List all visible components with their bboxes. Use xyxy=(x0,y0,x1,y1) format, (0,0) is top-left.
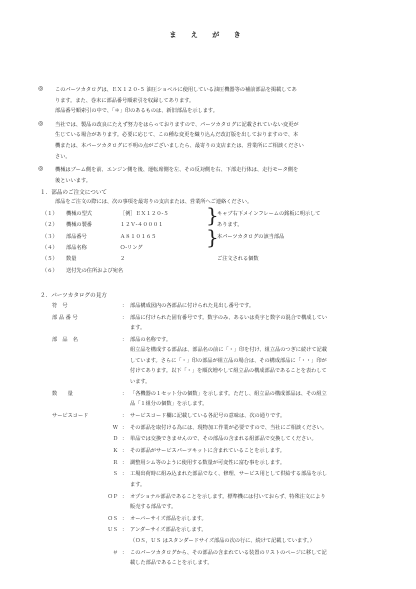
guide-line: オーバーサイズ部品を示します。 xyxy=(130,515,207,522)
order-row-label: 部品番号 xyxy=(66,233,87,240)
intro-line: このパーツカタログは、ＥＸ１２０-５ 油圧ショベルに使用している油圧機器等の補前部品を掲載してあ xyxy=(55,87,297,93)
guide-line: います。 xyxy=(130,378,151,385)
intro-line: 機または、本パーツカタログに不明の点がございましたら、最寄りの支店または、営業所にご相談ください xyxy=(55,143,304,149)
guide-key: Ｓ xyxy=(112,471,118,478)
guide-line: 組立品を構成する部品は、部品名の前に「・」印を付け、組立品のつぎに続けて記載 xyxy=(130,347,327,354)
guide-colon: ： xyxy=(122,412,128,419)
order-row-label: 数量 xyxy=(66,256,77,263)
order-row-number: （３） xyxy=(42,233,58,240)
guide-colon: ： xyxy=(122,390,128,397)
bullet-mark: ◎ xyxy=(38,119,44,127)
guide-line: オプショナル部品であることを示します。標準機には付いておらず、特殊注文により xyxy=(130,493,326,500)
brace: } xyxy=(206,203,219,227)
order-row-number: （１） xyxy=(42,211,58,217)
guide-key: ＵＳ xyxy=(107,527,118,534)
note-nameplate: あります。 xyxy=(217,222,243,228)
bullet-mark: ◎ xyxy=(38,85,44,92)
order-row-label: 部品名称 xyxy=(66,244,87,251)
guide-colon: ： xyxy=(122,314,128,321)
guide-key: ＯＰ xyxy=(107,493,118,500)
guide-line: ます。 xyxy=(130,325,146,332)
intro-line: 後といいます。 xyxy=(55,177,91,184)
guide-line: 工場出荷時に組み込まれた部品でなく、修理、サービス用として供給する部品を示し xyxy=(130,471,328,478)
guide-key: ＯＳ xyxy=(107,515,118,522)
bullet-mark: ◎ xyxy=(38,165,44,173)
guide-line: しています。さらに「・」印の部品が組立品の場合は、その構成部品に「・・」印が xyxy=(130,357,327,364)
guide-colon: ： xyxy=(122,493,128,500)
guide-key: サービスコード xyxy=(52,412,89,419)
guide-colon: ： xyxy=(122,447,128,454)
order-row-value: １２Ｖ-４０００１ xyxy=(120,222,164,229)
intro-line: 部品番号順索引の中で、「＊」印のあるものは、新旧部品を示します。 xyxy=(55,108,218,115)
guide-colon: ： xyxy=(122,336,128,343)
intro-line: さい。 xyxy=(55,153,71,160)
guide-key: Ｄ xyxy=(112,436,118,443)
order-row-label: 機械の製番 xyxy=(66,222,92,229)
note-part: 本パーツカタログの該当部品 xyxy=(217,234,285,240)
guide-colon: ： xyxy=(122,527,128,534)
guide-line: 載した部品であることを示します。 xyxy=(130,560,213,567)
guide-line: 部品の名称です。 xyxy=(130,336,172,343)
guide-line: アンダーサイズ部品を示します。 xyxy=(130,527,207,534)
section-heading: ２．パーツカタログの見方 xyxy=(40,293,107,299)
guide-colon: ： xyxy=(122,436,128,443)
guide-line: 部品構成図内の各部品に付けられた見出し番号です。 xyxy=(130,303,255,309)
guide-colon: ： xyxy=(122,549,128,556)
intro-line: 機械はブーム側を前、エンジン側を後、運転席側を左、その反対側を右、下部走行体は、走行モータ側を xyxy=(55,167,299,174)
intro-line: 生じている場合があります。必要に応じて、この種な変更を織り込んだ改訂版を出しておりますので、本 xyxy=(55,132,299,139)
guide-key: Ｗ xyxy=(112,424,118,431)
order-row-value: ［例］ＥＸ１２０-５ xyxy=(120,211,169,217)
guide-line: （ＯＳ，ＵＳ はスタンダードサイズ部品の次の行に、続けて記載しています。） xyxy=(130,537,315,544)
guide-line: 「各機器の１セット分の個数」を示します。ただし、組立品の構成部品は、その組立 xyxy=(130,390,327,397)
order-row-number: （５） xyxy=(42,256,58,263)
guide-line: その部品がサービスパーツキットに含まれていることを示します。 xyxy=(130,447,285,454)
guide-line: 品「１組分の個数」を示します。 xyxy=(130,401,208,408)
intro-line: 当社では、製品の改良にたえず努力をはらっておりますので、パーツカタログに記載されていない変更が xyxy=(55,121,299,128)
guide-line: 販売する部品です。 xyxy=(130,504,177,510)
order-row-value: Ａ８１０１６５ xyxy=(120,233,157,240)
note-quantity: ご注文される個数 xyxy=(217,256,259,262)
section-lead: 部品をご注文の際には、次の事項を最寄りの支店または、営業所へご連絡ください。 xyxy=(55,199,253,205)
order-row-value: Ｏ-リング xyxy=(120,244,143,251)
guide-line: 調整用シム等のように使用する数量が可変性に富む事を示します。 xyxy=(130,459,286,466)
guide-key: 符 号 xyxy=(52,303,68,309)
guide-key: Ｒ xyxy=(112,459,118,466)
guide-line: ます。 xyxy=(130,481,146,488)
guide-colon: ： xyxy=(122,515,128,522)
guide-colon: ： xyxy=(122,459,128,466)
order-row-label: 機械の型式 xyxy=(66,211,92,217)
guide-line: その部品を取付ける為には、現物加工作業が必要ですので、当社にご相談ください。 xyxy=(130,424,328,431)
guide-colon: ： xyxy=(122,303,128,309)
page-title: ま え が き xyxy=(169,31,247,39)
guide-key: ＃ xyxy=(112,549,118,556)
intro-line: ります。また、巻末に部品番号順索引を収録してあります。 xyxy=(55,97,195,104)
guide-line: 単品では交換できませんので、その部品の含まれる組部品で交換してください。 xyxy=(130,436,317,443)
guide-colon: ： xyxy=(122,424,128,431)
guide-key: Ｋ xyxy=(112,447,118,454)
brace: } xyxy=(206,225,219,249)
guide-line: 付けてあります。以下「・」を順次増やして組立品の構成部品であることを表わして xyxy=(130,368,327,375)
guide-line: サービスコード欄に記載している各記号の意味は、次の通りです。 xyxy=(130,412,286,419)
guide-colon: ： xyxy=(122,471,128,478)
order-row-value: ２ xyxy=(120,256,126,263)
order-row-number: （４） xyxy=(42,244,58,251)
guide-key: 部 品 番 号 xyxy=(52,314,78,321)
guide-line: 部品に付けられた固有番号です。数字のみ、あるいは英字と数字の混合で構成してい xyxy=(130,314,328,321)
guide-line: このパーツカタログから、その部品の含まれている装置のリストのページに移して記 xyxy=(130,549,327,556)
section-heading: １．部品のご注文について xyxy=(40,190,108,196)
order-row-number: （６） xyxy=(42,267,58,274)
order-row-number: （２） xyxy=(42,222,58,229)
guide-key: 数 量 xyxy=(52,390,73,397)
guide-key: 部 品 名 xyxy=(52,336,78,343)
order-row-label: 送付先の住所および宛名 xyxy=(66,267,124,274)
note-nameplate: キャブ右下メインフレームの銘板に明示して xyxy=(217,211,321,217)
